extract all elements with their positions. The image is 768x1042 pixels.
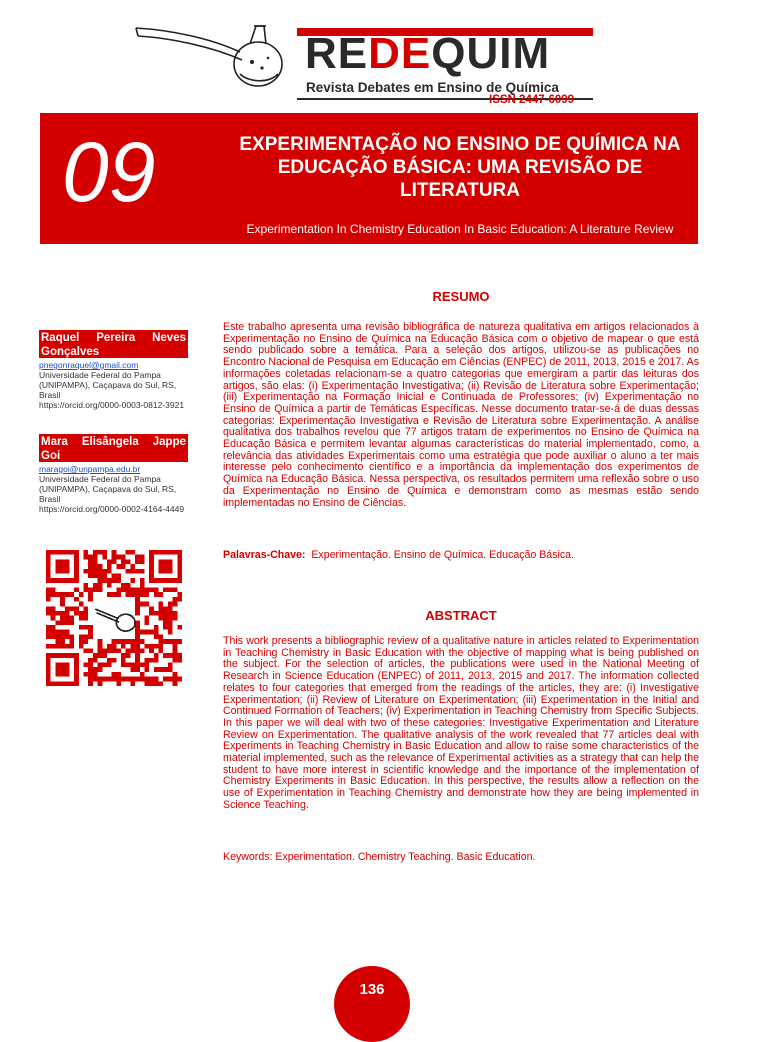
article-number: 09: [62, 125, 156, 219]
resumo-text: Este trabalho apresenta uma revisão bibliográfica de natureza qualitativa em artigos relacionados à Experimentação no Ensino de Química na Educação Básica com o objetivo de mapear o que está sendo publicado sobre a temática. Para a seleção dos artigos, utilizou-se as publicações no Encontro Nacional de Pesquisa em Educação em Ciências (ENPEC) de 2011, 2013, 2015 e 2017. As informações coletadas relacionam-se a quatro categorias que emergiram a partir das leituras dos artigos, são elas: (i) Experimentação Investigativa; (ii) Revisão de Literatura sobre Experimentação; (iii) Experimentação na Formação Inicial e Continuada de Professores; (iv) Experimentação no Ensino de Química a partir de Temáticas Específicas. Nesse documento tratar-se-á de duas dessas categorias: Experimentação Investigativa e Revisão de Literatura sobre Experimentação. A análise qualitativa dos trabalhos revelou que 77 artigos tratam de experimentos no Ensino de Química na Educação Básica e permitem levantar algumas características do material implementado, como, a relevância das atividades Experimentais como uma estratégia que pode auxiliar o aluno a ter mais interesse pelo conhecimento científico e a importância da implementação dos experimentos de Química na Educação Básica. Nessa perspectiva, os resultados permitem uma reflexão sobre o uso da Experimentação no Ensino de Química e demonstram como as mesmas estão sendo implementadas no Ensino de Ciências.: [223, 321, 699, 509]
keywords-pt-text: Experimentação. Ensino de Química. Educação Básica.: [311, 549, 574, 561]
keywords-label: Palavras-Chave:: [223, 549, 306, 561]
keywords-pt: [223, 549, 699, 561]
author-orcid: https://orcid.org/0000-0003-0812-3921: [39, 400, 185, 410]
author-affiliation: Universidade Federal do Pampa (UNIPAMPA), Caçapava do Sul, RS, Brasil: [39, 370, 177, 400]
journal-logo: REDEQUIM: [305, 29, 551, 78]
author-email-link[interactable]: maragoi@unpampa.edu.br: [39, 464, 141, 474]
page-number: 136: [359, 981, 385, 998]
resumo-heading: RESUMO: [432, 289, 490, 304]
author-details: [39, 464, 189, 514]
qr-code-icon[interactable]: [44, 550, 184, 686]
author-orcid: https://orcid.org/0000-0002-4164-4449: [39, 504, 185, 514]
abstract-text: This work presents a bibliographic review of a qualitative nature in articles related to Experimentation in Teaching Chemistry in Basic Education with the objective of mapping what is being published on the subject. For the selection of articles, the publications were used in the National Meeting of Research in Science Education (ENPEC) of 2011, 2013, 2015 and 2017. The information collected relates to four categories that emerged from the readings of the articles, they are: (i) Investigative Experimentation; (ii) Review of Literature on Experimentation; (iii) Experimentation in the Initial and Continued Formation of Teachers; (iv) Experimentation in Teaching Chemistry from Specific Subjects. In this paper we will deal with two of these categories: Investigative Experimentation and Literature Review on Experimentation. The qualitative analysis of the work revealed that 77 articles deal with Experiments in Teaching Chemistry in Basic Education and allow to raise some characteristics of the material implemented, such as the relevance of Experimental activities as a strategy that can help the student to have more interest in scientific knowledge and the importance of the implementation of Chemistry Experiments in Basic Education. In this perspective, the results allow a reflection on the use of Experimentation in Teaching Chemistry and demonstrate how they are being implemented in Science Teaching.: [223, 635, 699, 811]
author-name-box: [39, 434, 188, 462]
flask-icon: [130, 8, 300, 98]
keywords-en: Keywords: Experimentation. Chemistry Teaching. Basic Education.: [223, 851, 536, 863]
issn: ISSN 2447-6099: [489, 94, 575, 106]
author-name-box: [39, 330, 188, 358]
author-email-link[interactable]: pnegonraquel@gmail.com: [39, 360, 139, 370]
author-name: Raquel Pereira Neves Gonçalves: [41, 332, 186, 358]
page-number-badge: [334, 966, 410, 1042]
article-subtitle-en: Experimentation In Chemistry Education In Basic Education: A Literature Review: [246, 222, 674, 236]
abstract-heading: ABSTRACT: [425, 608, 497, 623]
author-details: [39, 360, 189, 410]
journal-subtitle: Revista Debates em Ensino de Química: [306, 80, 559, 95]
author-name: Mara Elisângela Jappe Goi: [41, 436, 186, 462]
article-title: EXPERIMENTAÇÃO NO ENSINO DE QUÍMICA NA EDUCAÇÃO BÁSICA: UMA REVISÃO DE LITERATURA: [239, 134, 681, 201]
author-affiliation: Universidade Federal do Pampa (UNIPAMPA), Caçapava do Sul, RS, Brasil: [39, 474, 177, 504]
